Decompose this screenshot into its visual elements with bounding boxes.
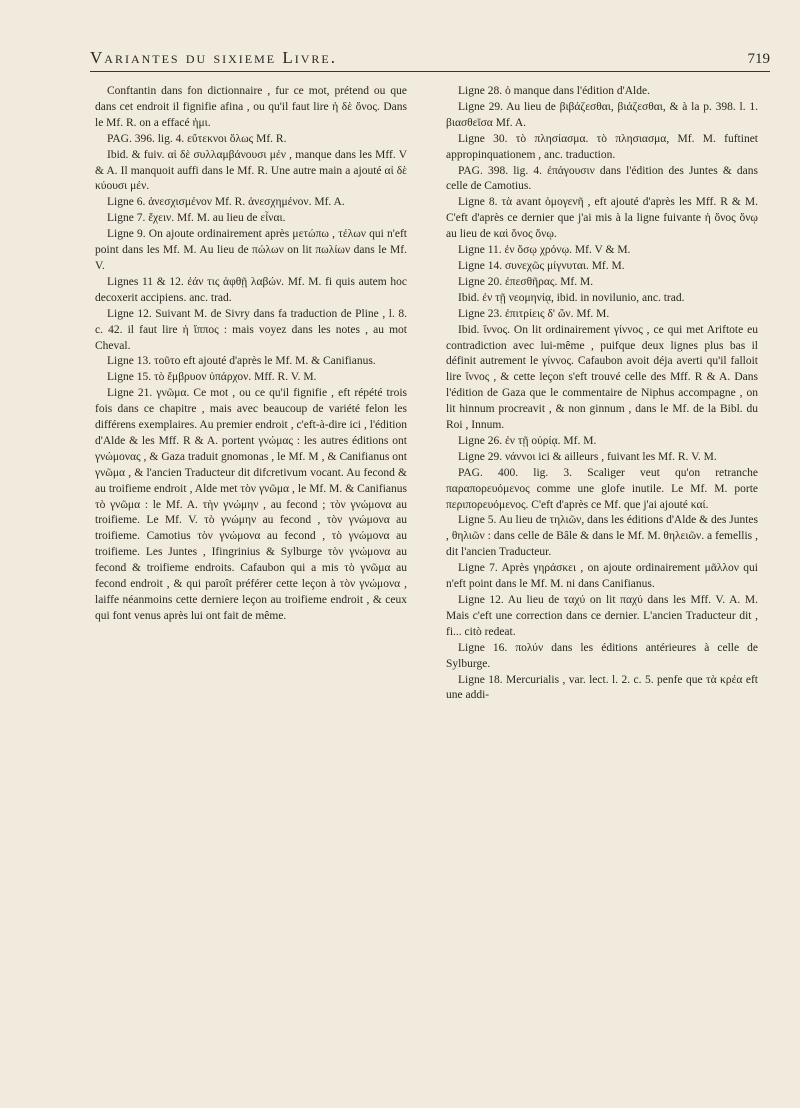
note-paragraph: Ligne 29. νάννοι ici & ailleurs , fuivant les Mf. R. V. M. — [458, 450, 717, 463]
note-paragraph: Ligne 12. Au lieu de ταχύ on lit παχύ dans les Mff. V. A. M. Mais c'eft une correction dans ce dernier. L'ancien Traducteur dit , fi... citò redeat. — [446, 594, 758, 638]
note-paragraph: Ligne 15. τὸ ἔμβρυον ὑπάρχον. Mff. R. V. M. — [107, 371, 317, 384]
note-paragraph: Ibid. ἐν τῇ νεομηνίᾳ, ibid. in novilunio, anc. trad. — [458, 291, 685, 304]
note-paragraph: Ligne 23. ἐπιτρίεις δ' ὤν. Mf. M. — [458, 307, 610, 320]
note-paragraph: Ligne 7. Après γηράσκει , on ajoute ordinairement μᾶλλον qui n'eft point dans le Mf. M. ni dans Canifianus. — [446, 562, 758, 591]
note-paragraph: Ligne 8. τὰ avant ὁμογενῆ , eft ajouté d'après les Mff. R & M. C'eft d'après ce dernier que j'ai mis à la ligne fuivante ἡ ὄνος ὄνῳ au lieu de καὶ ὄνος ὄνῳ. — [446, 196, 758, 241]
note-paragraph: Ligne 13. τοῦτο eft ajouté d'après le Mf. M. & Canifianus. — [107, 355, 376, 368]
page-header — [90, 48, 770, 72]
right-column — [446, 84, 758, 1084]
note-paragraph: PAG. 396. lig. 4. εὔτεκνοι ὅλως Mf. R. — [107, 132, 287, 145]
note-paragraph: Ibid. & fuiv. αἱ δὲ συλλαμβάνουσι μέν , manque dans les Mff. V & A. Il manquoit auffi dans le Mf. R. Une autre main a ajouté αἱ δὲ κύουσι μέν. — [95, 148, 407, 193]
left-column — [95, 84, 407, 1084]
note-paragraph: Ligne 16. πολύν dans les éditions antérieures à celle de Sylburge. — [446, 641, 758, 670]
note-paragraph: Ligne 7. ἔχειν. Mf. M. au lieu de εἶναι. — [107, 212, 286, 225]
note-paragraph: Ibid. ἴννος. On lit ordinairement γίννος , ce qui met Ariftote eu contradiction avec lui-même , puifque deux lignes plus bas il définit autrement le γίννος. Cafaubon avoit déja averti qu'il falloit lire ἴννος , & cette leçon s'eft trouvé celle des Mff. R & A. Dans l'édition de Gaza que le commentaire de Niphus accompagne , on lit hinnum procreavit , & non ginnum , dans le Mf. de la Bibl. du Roi , Innum. — [446, 323, 758, 432]
note-paragraph: Ligne 5. Au lieu de τηλιῶν, dans les éditions d'Alde & des Juntes , θηλιῶν : dans celle de Bâle & dans le Mf. M. θηλειῶν. a femellis , dit l'ancien Traducteur. — [446, 514, 758, 559]
note-paragraph: Ligne 28. ὁ manque dans l'édition d'Alde. — [458, 85, 650, 97]
running-head: Variantes du sixieme Livre. — [90, 48, 337, 67]
note-paragraph: Ligne 12. Suivant M. de Sivry dans fa traduction de Pline , l. 8. c. 42. il faut lire ἡ ἵππος : mais voyez dans les notes , au mot Cheval. — [95, 307, 407, 352]
note-paragraph: Ligne 26. ἐν τῇ οὐρίᾳ. Mf. M. — [458, 434, 597, 447]
page-number: 719 — [747, 51, 770, 67]
note-paragraph: Ligne 21. γνῶμα. Ce mot , ou ce qu'il fignifie , eft répété trois fois dans ce chapitre , mais avec beaucoup de variété felon les différens exemplaires. Au premier endroit , c'eft-à-dire ici , l'édition d'Alde & les Mff. R & A. portent γνώμας : les autres éditions ont γνώμονας , & Gaza traduit gnomonas , le Mf. M , & Canifianus ont γνῶμα , & l'ancien Traducteur dit difcretivum vocant. Au fecond & au troifieme endroit , Alde met τὸν γνῶμα , le Mf. M. & Canifianus τὸ γνῶμα : le Mf. A. τὴν γνώμην , au fecond ; τὸν γνώμονα au troifieme. Le Mf. V. τὸ γνώμην au fecond , τὸν γνώμονα au troifieme. Camotius τὸν γνώμονα au fecond , τὸ γνώμονα au troifieme. Les Juntes , Ifingrinius & Sylburge τὸν γνώμονα au fecond & troifieme endroits. Cafaubon qui a mis τὸ γνῶμα au fecond endroit , & qui paroît préférer cette leçon à τὸν γνώμονα , laiffe néanmoins cette derniere leçon au troifieme endroit , & ceux qui font venus après lui ont fait de même. — [95, 387, 407, 622]
note-paragraph: PAG. 398. lig. 4. ἐπάγουσιν dans l'édition des Juntes & dans celle de Camotius. — [446, 164, 758, 193]
note-paragraph: Ligne 11. ἐν ὅσῳ χρόνῳ. Mf. V & M. — [458, 244, 631, 257]
note-paragraph: PAG. 400. lig. 3. Scaliger veut qu'on retranche παραπορευόμενος comme une glofe inutile. Le Mf. M. porte περιπορευόμενος. C'eft d'après ce Mf. que j'ai ajouté καί. — [446, 466, 758, 511]
note-paragraph: Ligne 18. Mercurialis , var. lect. l. 2. c. 5. penfe que τὰ κρέα eft une addi- — [446, 673, 758, 702]
note-paragraph: Ligne 30. τὸ πλησίασμα. τὸ πλησιασμα, Mf. M. fuftinet appropinquationem , anc. traduction. — [446, 132, 758, 161]
note-paragraph: Ligne 20. ἐπεσθῆρας. Mf. M. — [458, 275, 594, 288]
note-paragraph: Conftantin dans fon dictionnaire , fur ce mot, prétend ou que dans cet endroit il fignifie afina , ou qu'il faut lire ἡ δὲ ὄνος. Dans le Mf. R. on a effacé ἡμι. — [95, 85, 407, 129]
note-paragraph: Lignes 11 & 12. ἐάν τις ἀφθῇ λαβών. Mf. M. fi quis autem hoc decoxerit accipiens. anc. trad. — [95, 275, 407, 304]
note-paragraph: Ligne 6. ἀνεσχισμένον Mf. R. ἀνεσχημένον. Mf. A. — [107, 196, 345, 209]
note-paragraph: Ligne 9. On ajoute ordinairement après μετώπω , τέλων qui n'eft point dans les Mf. M. Au lieu de πώλων on lit πωλίων dans le Mf. V. — [95, 228, 407, 272]
note-paragraph: Ligne 14. συνεχῶς μίγνυται. Mf. M. — [458, 259, 625, 272]
note-paragraph: Ligne 29. Au lieu de βιβάζεσθαι, βιάζεσθαι, & à la p. 398. l. 1. βιασθεῖσα Mf. A. — [446, 100, 758, 129]
